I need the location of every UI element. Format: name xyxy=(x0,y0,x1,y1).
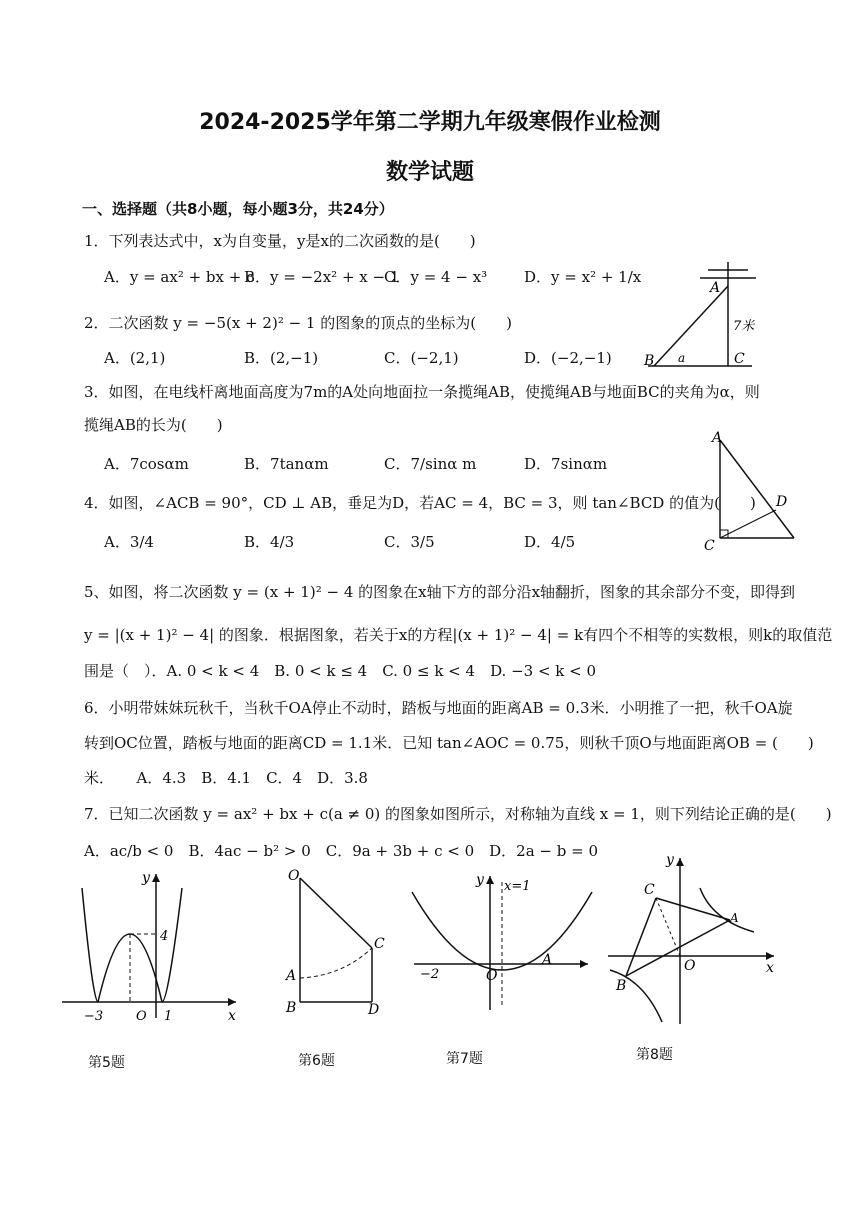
svg-text:−3: −3 xyxy=(84,1009,104,1024)
svg-text:O: O xyxy=(288,868,300,884)
q7-options: A．ac/b < 0 B．4ac − b² > 0 C．9a + 3b + c < 0 D．2a − b = 0 xyxy=(84,842,598,860)
svg-text:4: 4 xyxy=(160,929,169,944)
svg-text:O: O xyxy=(684,958,696,974)
svg-text:C: C xyxy=(374,936,385,952)
question-5-line2: y = |(x + 1)² − 4| 的图象．根据图象，若关于x的方程|(x + 1)² − 4| = k有四个不相等的实数根，则k的取值范 xyxy=(84,626,833,644)
fig7-parabola xyxy=(406,868,596,1018)
svg-text:y: y xyxy=(476,872,484,888)
question-7: 7．已知二次函数 y = ax² + bx + c(a ≠ 0) 的图象如图所示，对称轴为直线 x = 1，则下列结论正确的是( ) xyxy=(84,805,832,823)
svg-text:C: C xyxy=(644,882,655,898)
q2-option-b: B．(2,−1) xyxy=(244,349,319,367)
q2-option-a: A．(2,1) xyxy=(104,349,166,367)
question-5-line1: 5、如图，将二次函数 y = (x + 1)² − 4 的图象在x轴下方的部分沿x轴翻折，图象的其余部分不变，即得到 xyxy=(84,583,796,601)
q3-option-a: A．7cosαm xyxy=(104,455,189,473)
question-3-line1: 3．如图，在电线杆离地面高度为7m的A处向地面拉一条揽绳AB，使揽绳AB与地面BC的夹角为α，则 xyxy=(84,383,760,401)
svg-text:D: D xyxy=(368,1002,380,1018)
svg-text:A: A xyxy=(710,280,721,296)
svg-text:B: B xyxy=(644,353,655,369)
svg-text:x=1: x=1 xyxy=(504,879,531,894)
q4-option-a: A．3/4 xyxy=(104,533,154,551)
question-3-line2: 揽绳AB的长为( ) xyxy=(84,416,223,434)
svg-text:A: A xyxy=(286,968,297,984)
caption-fig5: 第5题 xyxy=(88,1055,125,1071)
question-6-line2: 转到OC位置，踏板与地面的距离CD = 1.1米．已知 tan∠AOC = 0.75，则秋千顶O与地面距离OB = ( ) xyxy=(84,734,814,752)
q3-figure xyxy=(640,262,760,372)
svg-text:1: 1 xyxy=(164,1009,173,1024)
section-heading: 一、选择题（共8小题，每小题3分，共24分） xyxy=(82,200,394,218)
q4-option-d: D．4/5 xyxy=(524,533,576,551)
fig5-graph xyxy=(58,868,243,1028)
q1-option-d: D．y = x² + 1/x xyxy=(524,268,642,286)
q1-option-b: B．y = −2x² + x − 1 xyxy=(244,268,400,286)
q2-option-c: C．(−2,1) xyxy=(384,349,459,367)
fig3-height-label: 7米 xyxy=(733,319,755,334)
q4-figure xyxy=(700,428,800,553)
svg-text:B: B xyxy=(616,978,627,994)
q4-option-c: C．3/5 xyxy=(384,533,435,551)
caption-fig6: 第6题 xyxy=(298,1053,335,1069)
svg-text:−2: −2 xyxy=(420,967,440,982)
q2-option-d: D．(−2,−1) xyxy=(524,349,612,367)
svg-text:x: x xyxy=(228,1008,236,1024)
svg-text:O: O xyxy=(136,1009,147,1024)
caption-fig8: 第8题 xyxy=(636,1047,673,1063)
svg-text:y: y xyxy=(666,852,674,868)
svg-text:A: A xyxy=(730,911,739,925)
q1-option-c: C．y = 4 − x³ xyxy=(384,268,488,286)
fig6-swing xyxy=(282,866,394,1020)
svg-text:x: x xyxy=(766,960,774,976)
question-4: 4．如图，∠ACB = 90°，CD ⊥ AB，垂足为D，若AC = 4，BC = 3，则 tan∠BCD 的值为( ) xyxy=(84,494,756,512)
svg-text:C: C xyxy=(734,351,745,367)
question-1: 1．下列表达式中，x为自变量，y是x的二次函数的是( ) xyxy=(84,232,476,250)
q4-option-b: B．4/3 xyxy=(244,533,295,551)
svg-text:A: A xyxy=(542,952,553,968)
fig8-hyperbola xyxy=(604,850,779,1030)
q1-option-a: A．y = ax² + bx + c xyxy=(104,268,255,286)
q3-option-d: D．7sinαm xyxy=(524,455,608,473)
caption-fig7: 第7题 xyxy=(446,1051,483,1067)
question-6-line3: 米． A．4.3 B．4.1 C．4 D．3.8 xyxy=(84,769,368,787)
svg-text:C: C xyxy=(704,538,715,553)
svg-text:B: B xyxy=(286,1000,297,1016)
svg-text:O: O xyxy=(486,968,498,984)
q3-option-b: B．7tanαm xyxy=(244,455,329,473)
exam-subtitle: 数学试题 xyxy=(385,160,474,185)
question-2: 2．二次函数 y = −5(x + 2)² − 1 的图象的顶点的坐标为( ) xyxy=(84,314,512,332)
svg-text:a: a xyxy=(678,351,686,365)
svg-text:A: A xyxy=(712,430,723,446)
question-6-line1: 6．小明带妹妹玩秋千，当秋千OA停止不动时，踏板与地面的距离AB = 0.3米．小明推了一把，秋千OA旋 xyxy=(84,699,793,717)
q3-option-c: C．7/sinα m xyxy=(384,455,477,473)
question-5-line3: 围是（ ）．A. 0 < k < 4 B. 0 < k ≤ 4 C. 0 ≤ k < 4 D. −3 < k < 0 xyxy=(84,662,597,680)
svg-text:D: D xyxy=(776,494,788,510)
svg-text:y: y xyxy=(142,870,150,886)
exam-title: 2024-2025学年第二学期九年级寒假作业检测 xyxy=(199,110,661,135)
